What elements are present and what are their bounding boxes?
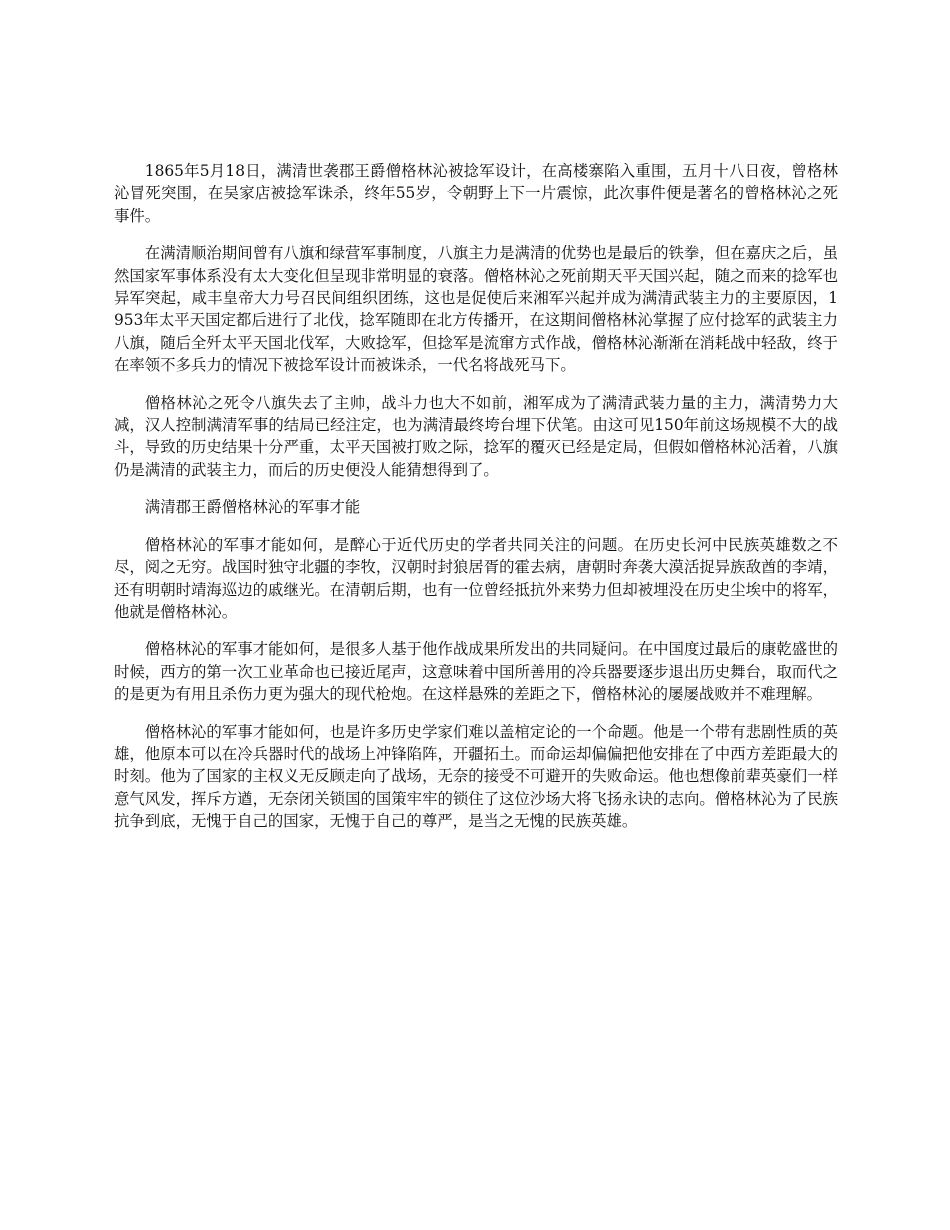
document-body (114, 160, 838, 848)
paragraph-military-talent-1: 僧格林沁的军事才能如何，是醉心于近代历史的学者共同关注的问题。在历史长河中民族英雄数之不尽，阅之无穷。战国时独守北疆的李牧，汉朝时封狼居胥的霍去病，唐朝时奔袭大漠活捉异族敌酋的李靖，还有明朝时靖海巡边的戚继光。在清朝后期，也有一位曾经抵抗外来势力但却被埋没在历史尘埃中的将军，他就是僧格林沁。 (114, 535, 838, 621)
paragraph-consequences: 僧格林沁之死令八旗失去了主帅，战斗力也大不如前，湘军成为了满清武装力量的主力，满清势力大减，汉人控制满清军事的结局已经注定，也为满清最终垮台埋下伏笔。由这可见150年前这场规模不大的战斗，导致的历史结果十分严重，太平天国被打败之际，捻军的覆灭已经是定局，但假如僧格林沁活着，八旗仍是满清的武装主力，而后的历史便没人能猜想得到了。 (114, 393, 838, 479)
paragraph-military-talent-3: 僧格林沁的军事才能如何，也是许多历史学家们难以盖棺定论的一个命题。他是一个带有悲剧性质的英雄，他原本可以在冷兵器时代的战场上冲锋陷阵，开疆拓土。而命运却偏偏把他安排在了中西方差距最大的时刻。他为了国家的主权义无反顾走向了战场，无奈的接受不可避开的失败命运。他也想像前辈英豪们一样意气风发，挥斥方遒，无奈闭关锁国的国策牢牢的锁住了这位沙场大将飞扬永诀的志向。僧格林沁为了民族抗争到底，无愧于自己的国家，无愧于自己的尊严，是当之无愧的民族英雄。 (114, 722, 838, 831)
paragraph-death-event: 1865年5月18日，满清世袭郡王爵僧格林沁被捻军设计，在高楼寨陷入重围，五月十八日夜，曾格林沁冒死突围，在吴家店被捻军诛杀，终年55岁，令朝野上下一片震惊，此次事件便是著名的曾格林沁之死事件。 (114, 162, 838, 225)
section-heading: 满清郡王爵僧格林沁的军事才能 (144, 498, 361, 517)
paragraph-eight-banners: 在满清顺治期间曾有八旗和绿营军事制度，八旗主力是满清的优势也是最后的铁拳，但在嘉庆之后，虽然国家军事体系没有太大变化但呈现非常明显的衰落。僧格林沁之死前期天平天国兴起，随之而来的捻军也异军突起，咸丰皇帝大力号召民间组织团练，这也是促使后来湘军兴起并成为满清武装主力的主要原因，1953年太平天国定都后进行了北伐，捻军随即在北方传播开，在这期间僧格林沁掌握了应付捻军的武装主力八旗，随后全歼太平天国北伐军，大败捻军，但捻军是流窜方式作战，僧格林沁渐渐在消耗战中轻敌，终于在率领不多兵力的情况下被捻军设计而被诛杀，一代名将战死马下。 (114, 244, 838, 375)
paragraph-military-talent-2: 僧格林沁的军事才能如何，是很多人基于他作战成果所发出的共同疑问。在中国度过最后的康乾盛世的时候，西方的第一次工业革命也已接近尾声，这意味着中国所善用的冷兵器要逐步退出历史舞台，取而代之的是更为有用且杀伤力更为强大的现代枪炮。在这样悬殊的差距之下，僧格林沁的屡屡战败并不难理解。 (114, 640, 838, 704)
